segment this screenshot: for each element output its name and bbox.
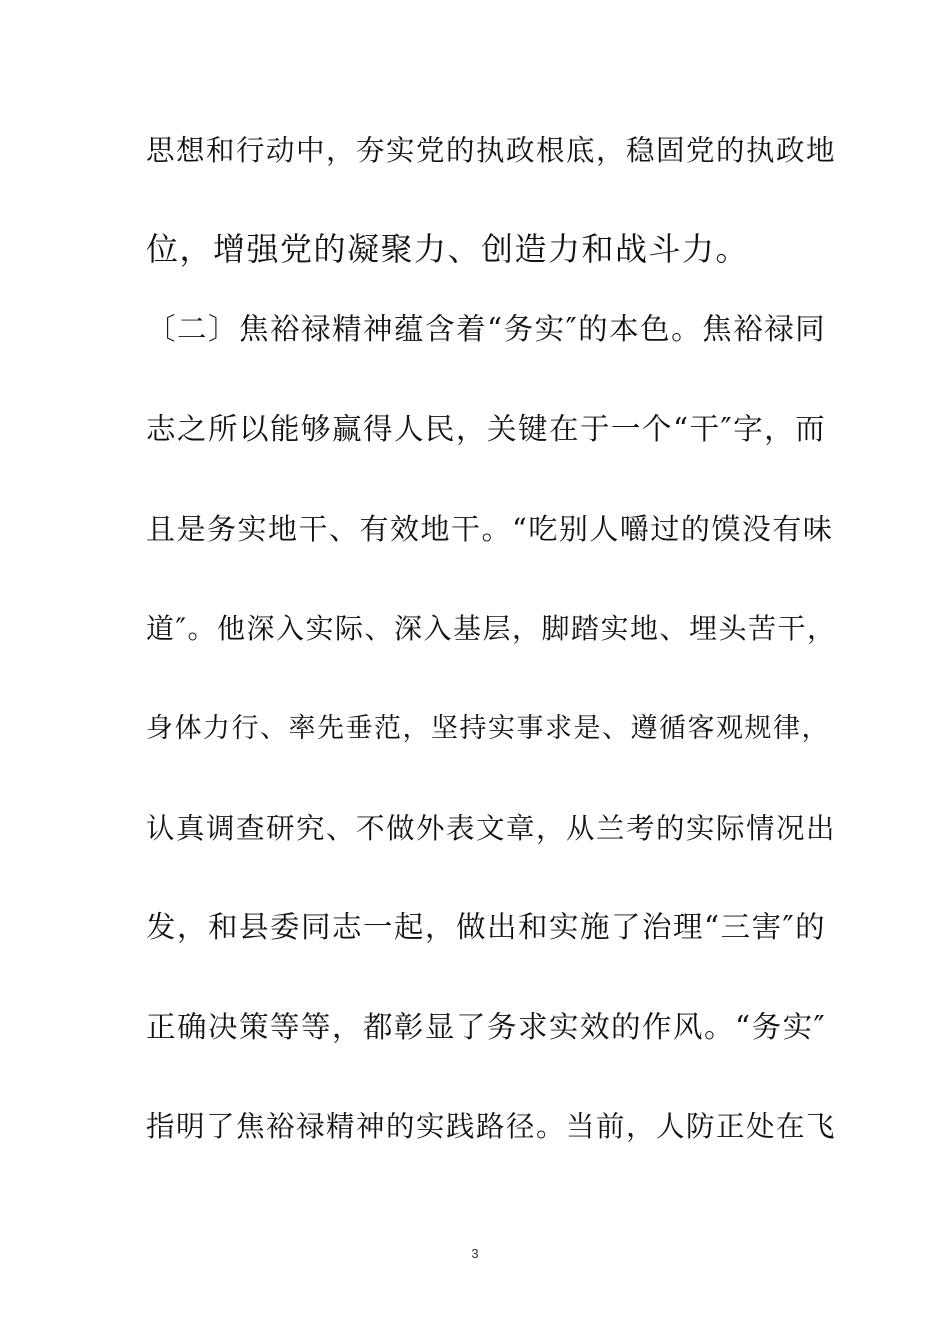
text-line: 思想和行动中，夯实党的执政根底，稳固党的执政地 [146,134,837,167]
text-line: 道″。他深入实际、深入基层，脚踏实地、埋头苦干， [146,612,837,645]
text-line: 正确决策等等，都彰显了务求实效的作风。“务实″ [146,1010,827,1044]
text-line: 位，增强党的凝聚力、创造力和战斗力。 [146,230,750,268]
text-line: 〔二〕焦裕禄精神蕴含着“务实″的本色。焦裕禄同 [146,312,827,346]
text-line: 志之所以能够赢得人民，关键在于一个“干″字，而 [146,412,827,446]
text-line: 认真调查研究、不做外表文章，从兰考的实际情况出 [146,812,837,845]
text-line: 身体力行、率先垂范，坚持实事求是、遵循客观规律， [146,713,830,744]
page-number: 3 [471,1246,479,1261]
text-line: 且是务实地干、有效地干。“吃别人嚼过的馍没有味 [146,512,834,546]
text-line: 指明了焦裕禄精神的实践路径。当前，人防正处在飞 [146,1110,837,1143]
text-line: 发，和县委同志一起，做出和实施了治理“三害″的 [146,910,827,944]
